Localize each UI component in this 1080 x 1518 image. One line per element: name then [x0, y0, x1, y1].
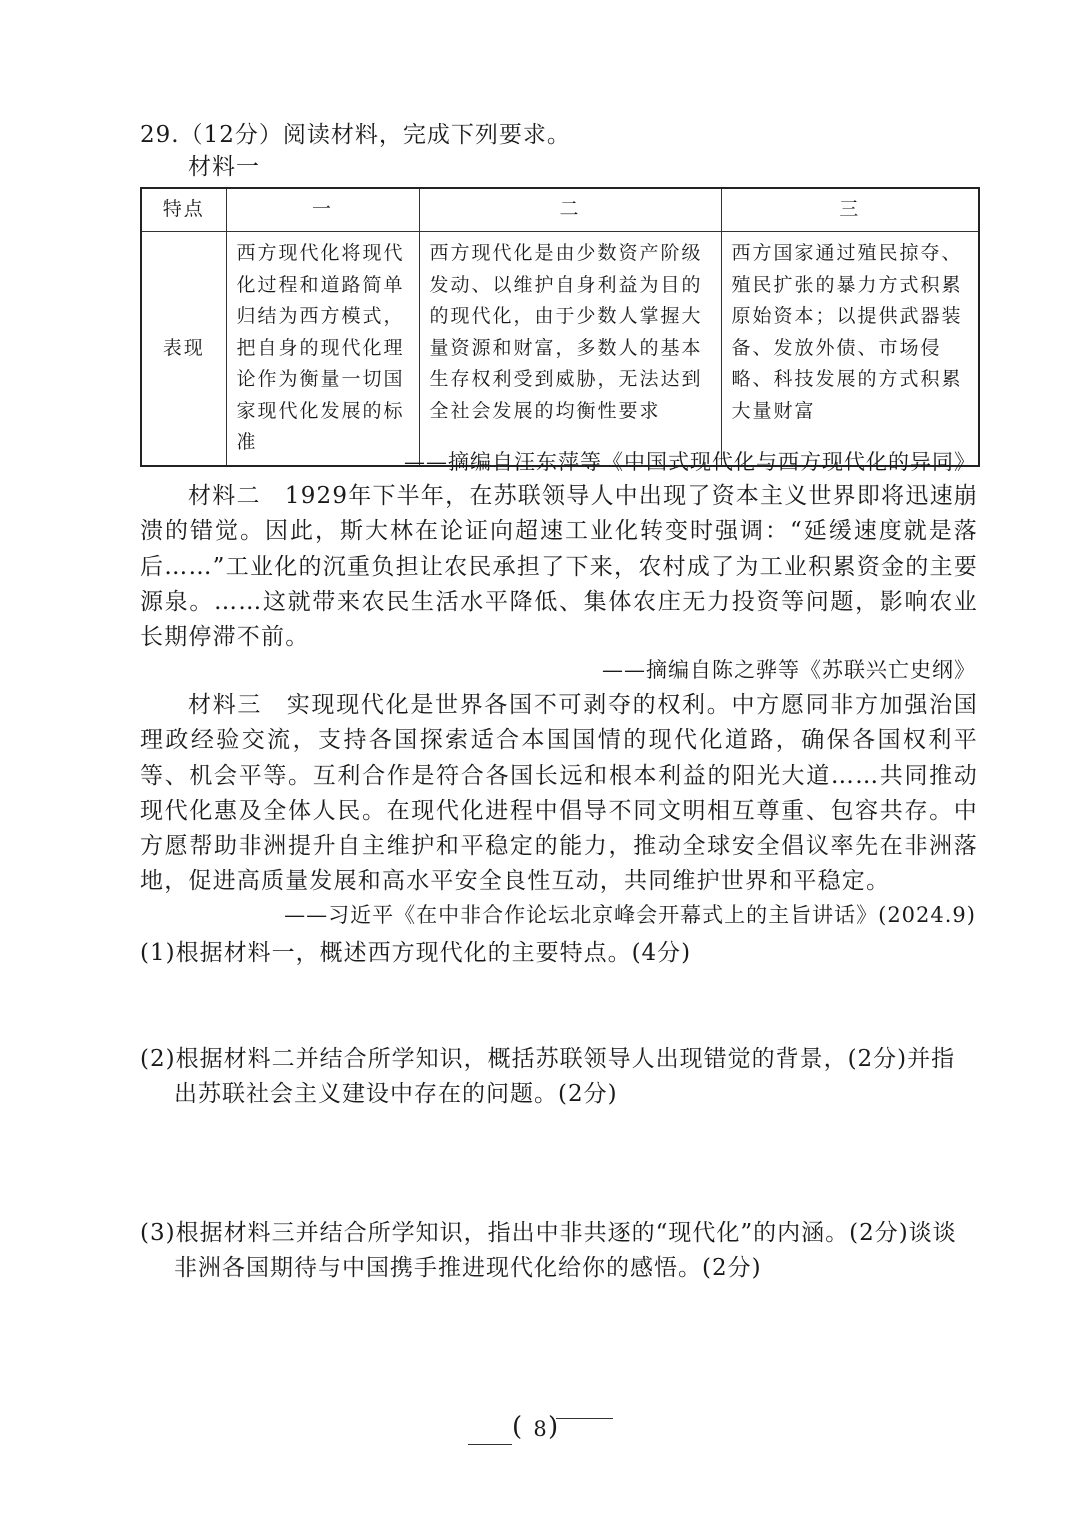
question-2-line-2: 出苏联社会主义建设中存在的问题。(2分) [174, 1081, 618, 1107]
material1-label: 材料一 [188, 154, 260, 180]
table-cell: 西方现代化是由少数资产阶级发动、以维护自身利益为目的的现代化，由于少数人掌握大量资源和财富，多数人的基本生存权利受到威胁，无法达到全社会发展的均衡性要求 [419, 232, 721, 466]
table-cell: 西方国家通过殖民掠夺、殖民扩张的暴力方式积累原始资本；以提供武器装备、发放外债、市场侵略、科技发展的方式积累大量财富 [721, 232, 979, 466]
page-number-footer [468, 1410, 613, 1450]
table-header-cell: 三 [721, 188, 979, 232]
material2-paragraph: 材料二 1929年下半年，在苏联领导人中出现了资本主义世界即将迅速崩溃的错觉。因此，斯大林在论证向超速工业化转变时强调：“延缓速度就是落后……”工业化的沉重负担让农民承担了下来，农村成了为工业积累资金的主要源泉。……这就带来农民生活水平降低、集体农庄无力投资等问题，影响农业长期停滞不前。 [140, 483, 978, 651]
material1-table [140, 187, 980, 467]
table-header-row [141, 188, 979, 232]
footer-bracket-right-icon: ) [548, 1412, 559, 1442]
table-header-cell: 一 [226, 188, 419, 232]
material3-paragraph: 材料三 实现现代化是世界各国不可剥夺的权利。中方愿同非方加强治国理政经验交流，支持各国探索适合本国国情的现代化道路，确保各国权利平等、机会平等。互利合作是符合各国长远和根本利益的阳光大道……共同推动现代化惠及全体人民。在现代化进程中倡导不同文明相互尊重、包容共存。中方愿帮助非洲提升自主维护和平稳定的能力，推动全球安全倡议率先在非洲落地，促进高质量发展和高水平安全良性互动，共同维护世界和平稳定。 [140, 692, 978, 895]
source-citation-1: ——摘编自汪东萍等《中国式现代化与西方现代化的异同》 [404, 450, 976, 474]
source-citation-3: ——习近平《在中非合作论坛北京峰会开幕式上的主旨讲话》(2024.9) [284, 903, 976, 927]
source-citation-2: ——摘编自陈之骅等《苏联兴亡史纲》 [602, 658, 976, 682]
question-title: 29.（12分）阅读材料，完成下列要求。 [140, 122, 571, 148]
table-header-cell: 二 [419, 188, 721, 232]
table-header-cell: 特点 [141, 188, 226, 232]
table-row-label: 表现 [141, 232, 226, 466]
table-row [141, 232, 979, 466]
table-cell: 西方现代化将现代化过程和道路简单归结为西方模式，把自身的现代化理论作为衡量一切国家现代化发展的标准 [226, 232, 419, 466]
page-number: 8 [533, 1417, 547, 1441]
footer-rule-right [556, 1418, 613, 1419]
question-1: (1)根据材料一，概述西方现代化的主要特点。(4分) [140, 940, 692, 966]
question-3-line-1: (3)根据材料三并结合所学知识，指出中非共逐的“现代化”的内涵。(2分)谈谈 [140, 1220, 957, 1246]
footer-bracket-left-icon: ( [512, 1412, 523, 1442]
footer-rule-left [468, 1444, 512, 1445]
question-3-line-2: 非洲各国期待与中国携手推进现代化给你的感悟。(2分) [174, 1255, 762, 1281]
question-2-line-1: (2)根据材料二并结合所学知识，概括苏联领导人出现错觉的背景，(2分)并指 [140, 1046, 956, 1072]
